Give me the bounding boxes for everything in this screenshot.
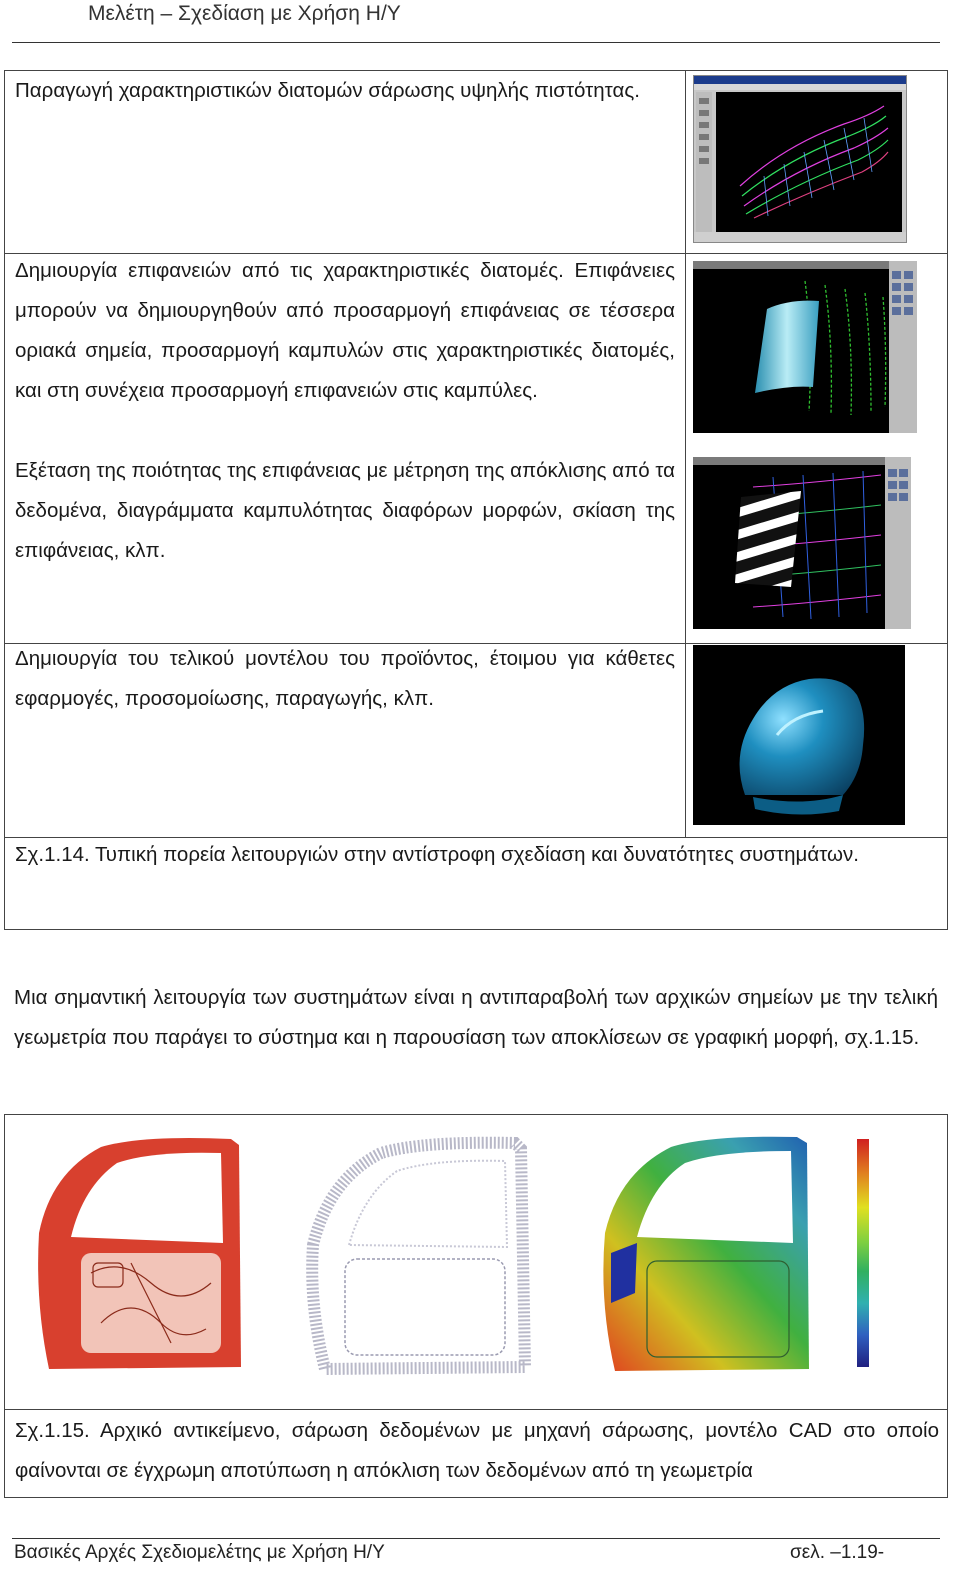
cad-deviation-map-image [597, 1133, 833, 1375]
figure-1-15-caption: Σχ.1.15. Αρχικό αντικείμενο, σάρωση δεδομένων με μηχανή σάρωσης, μοντέλο CAD στο οποίο φαίνονται σε έγχρωμη αποτύπωση η απόκλιση των δεδομένων από τη γεωμετρία [15, 1419, 939, 1482]
step-2-text: Δημιουργία επιφανειών από τις χαρακτηριστικές διατομές. Επιφάνειες μπορούν να δημιουργηθούν από προσαρμογή επιφάνειας σε τέσσερα οριακά σημεία, προσαρμογή καμπυλών στις χαρακτηριστικές διατομές, και στη συνέχεια προσαρμογή επιφανειών στις καμπύλες. [15, 259, 675, 402]
footer-rule [12, 1538, 940, 1539]
scanned-data-image [305, 1135, 535, 1375]
scan-sections-image [693, 75, 907, 243]
page-header-title: Μελέτη – Σχεδίαση με Χρήση Η/Υ [88, 2, 401, 25]
header-rule [12, 42, 940, 43]
body-paragraph: Μια σημαντική λειτουργία των συστημάτων είναι η αντιπαραβολή των αρχικών σημείων με την τελική γεωμετρία που παράγει το σύστημα και η παρουσίαση των αποκλίσεων σε γραφική μορφή, σχ.1.15. [14, 986, 938, 1049]
step-1-text: Παραγωγή χαρακτηριστικών διατομών σάρωσης υψηλής πιστότητας. [15, 79, 640, 102]
figure-1-15-box [4, 1114, 948, 1498]
figure-1-14-table [4, 70, 948, 930]
footer-page-number: σελ. –1.19- [790, 1542, 885, 1563]
surface-quality-image [693, 457, 911, 629]
footer-book-title: Βασικές Αρχές Σχεδιομελέτης με Χρήση Η/Υ [14, 1542, 385, 1563]
surface-creation-image [693, 261, 917, 433]
step-4-text: Δημιουργία του τελικού μοντέλου του προϊόντος, έτοιμου για κάθετες εφαρμογές, προσομοίωσης, παραγωγής, κλπ. [15, 647, 675, 710]
figure-1-15-divider [5, 1409, 947, 1410]
table-column-divider [685, 71, 686, 837]
deviation-color-scale [857, 1139, 869, 1367]
step-3-text: Εξέταση της ποιότητας της επιφάνειας με μέτρηση της απόκλισης από τα δεδομένα, διαγράμματα καμπυλότητας διαφόρων μορφών, σκίαση της επιφάνειας, κλπ. [15, 459, 675, 562]
original-door-image [31, 1133, 245, 1373]
final-model-image [693, 645, 905, 825]
figure-1-14-caption: Σχ.1.14. Τυπική πορεία λειτουργιών στην αντίστροφη σχεδίαση και δυνατότητες συστημάτων. [15, 843, 859, 866]
